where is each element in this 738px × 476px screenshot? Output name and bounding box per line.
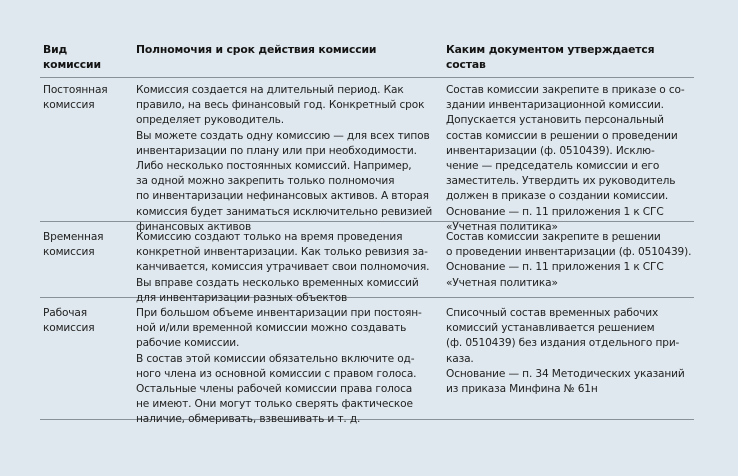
table-row-temporary: [40, 222, 694, 304]
header-commission-type: Вид комиссии: [43, 43, 101, 72]
commission-powers: Комиссия создается на длительный период. Как правило, на весь финансовый год. Конкретный срок определяет руководитель. Вы можете создать одну комиссию — для всех типов инвентаризации по плану или при необходимости. Либо несколько постоянных комиссий. Например, за одной можно закрепить только полномочия по инвентаризации нефинансовых активов. А вторая комиссия будет заниматься исключительно ревизией финансовых активов: [136, 84, 433, 233]
commission-table: [40, 36, 694, 426]
commission-document: Состав комиссии закрепите в решении о проведении инвентаризации (ф. 0510439). Основание — п. 11 приложения 1 к СГС «Учетная политика»: [446, 231, 692, 289]
commission-document: Состав комиссии закрепите в приказе о со- здании инвентаризационной комиссии. Допускается установить персональный состав комиссии в решении о проведении инвентаризации (ф. 0510439). Исклю- чение — председатель комиссии и его заместитель. Утвердить их руководитель должен в приказе о создании комиссии. Основание — п. 11 приложения 1 к СГС «Учетная политика»: [446, 84, 685, 233]
header-powers-term: Полномочия и срок действия комиссии: [136, 43, 377, 56]
commission-powers: Комиссию создают только на время проведения конкретной инвентаризации. Как только ревизия за- канчивается, комиссия утрачивает свои полномочия. Вы вправе создать несколько временных комиссий для инвентаризации разных объектов: [136, 231, 430, 304]
commission-type: Постоянная комиссия: [43, 84, 108, 112]
table-row-working: [40, 298, 694, 426]
commission-document: Списочный состав временных рабочих комиссий устанавливается решением (ф. 0510439) без издания отдельного при- каза. Основание — п. 34 Методических указаний из приказа Минфина № 61н: [446, 307, 685, 396]
header-approval-document: Каким документом утверждается состав: [446, 43, 655, 72]
commission-type: Рабочая комиссия: [43, 307, 95, 335]
table-header: [40, 36, 694, 78]
commission-type: Временная комиссия: [43, 231, 104, 259]
commission-powers: При большом объеме инвентаризации при постоян- ной и/или временной комиссии можно создавать рабочие комиссии. В состав этой комиссии обязательно включите од- ного члена из основной комиссии с правом голоса. Остальные члены рабочей комиссии права голоса не имеют. Они могут только сверять фактическое наличие, обмеривать, взвешивать и т. д.: [136, 307, 422, 426]
table-row-permanent: [40, 78, 694, 233]
